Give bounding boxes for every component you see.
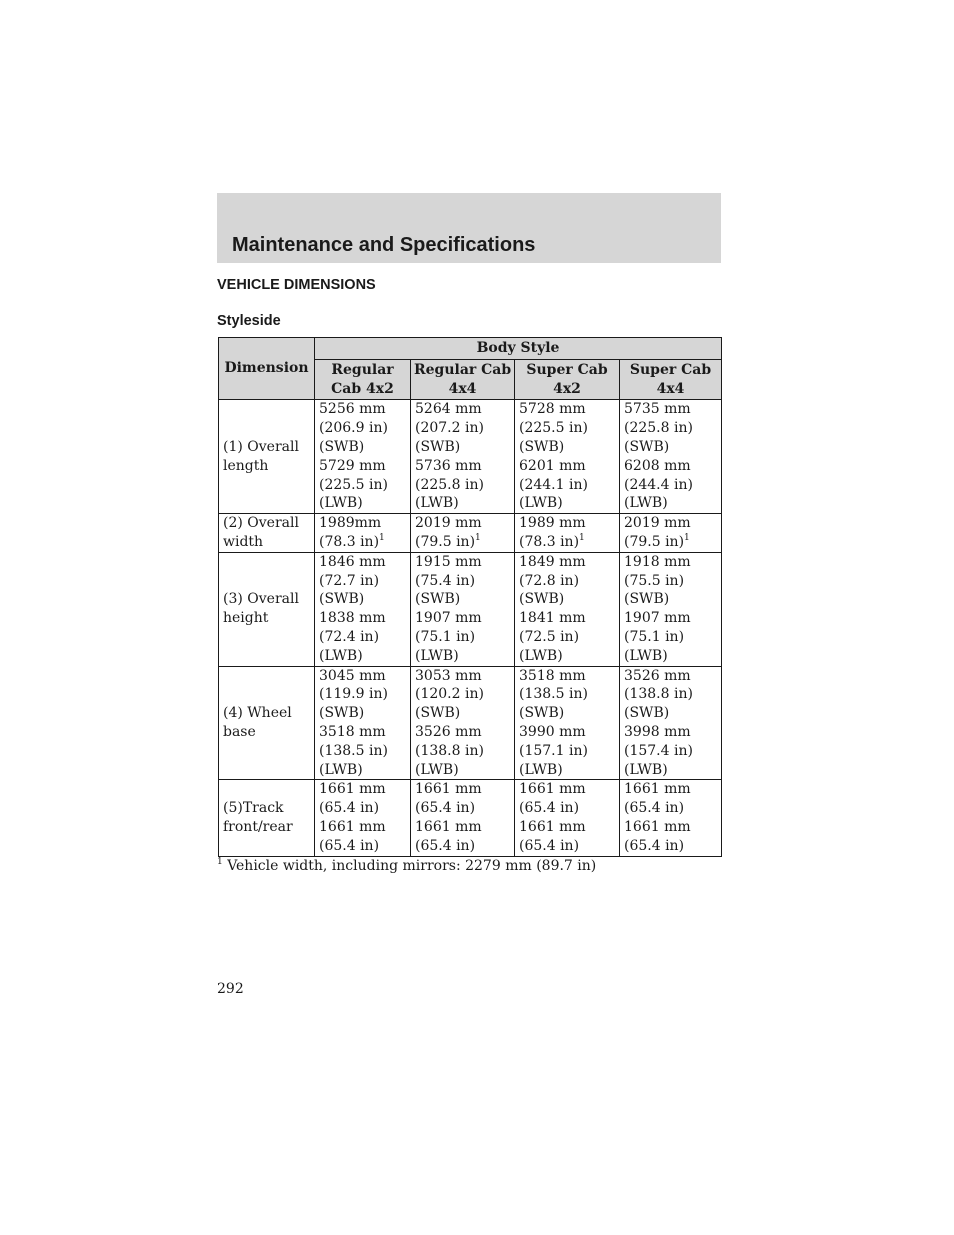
cell-value: (LWB): [415, 761, 459, 778]
cell-value: (244.1 in): [519, 476, 588, 493]
cell-value: (SWB): [415, 705, 461, 722]
cell-line: [319, 400, 406, 419]
cell-line: [415, 553, 510, 572]
cell-value: (SWB): [519, 705, 565, 722]
cell-value: (SWB): [415, 591, 461, 608]
cell-line: [519, 590, 615, 609]
cell-value: (119.9 in): [319, 686, 388, 703]
cell-line: [519, 457, 615, 476]
cell-line: [319, 553, 406, 572]
cell-line: [519, 704, 615, 723]
cell-value: 1661 mm: [319, 818, 386, 835]
cell-value: (75.4 in): [415, 572, 476, 589]
cell-value: (LWB): [319, 761, 363, 778]
cell-value: (LWB): [519, 647, 563, 664]
cell-value: (72.8 in): [519, 572, 580, 589]
cell-line: [624, 572, 717, 591]
table-row: [219, 400, 722, 514]
cell-line: [519, 647, 615, 666]
table-cell: [620, 514, 722, 553]
dimension-label: [219, 666, 315, 780]
cell-value: (65.4 in): [519, 837, 580, 854]
dimension-label-line: (3) Overall: [223, 591, 299, 608]
cell-line: [319, 476, 406, 495]
table-cell: [315, 552, 411, 666]
cell-value: (SWB): [319, 591, 365, 608]
cell-value: (225.8 in): [624, 420, 693, 437]
table-row: [219, 666, 722, 780]
cell-value: 1915 mm: [415, 553, 482, 570]
cell-value: 1841 mm: [519, 610, 586, 627]
cell-line: [319, 742, 406, 761]
column-header-line: 4x4: [448, 380, 477, 397]
cell-line: [519, 780, 615, 799]
footnote-mark: 1: [579, 532, 585, 543]
cell-value: (138.5 in): [519, 686, 588, 703]
cell-value: (157.1 in): [519, 742, 588, 759]
cell-value: 1661 mm: [319, 781, 386, 798]
cell-line: [519, 837, 615, 856]
table-cell: [620, 400, 722, 514]
cell-value: (SWB): [624, 705, 670, 722]
cell-line: [624, 476, 717, 495]
cell-line: [624, 533, 717, 552]
cell-value: (65.4 in): [415, 800, 476, 817]
cell-line: [415, 628, 510, 647]
cell-value: 5264 mm: [415, 401, 482, 418]
cell-line: [624, 780, 717, 799]
cell-line: [624, 590, 717, 609]
column-header-line: Regular: [331, 361, 394, 378]
cell-line: [519, 533, 615, 552]
cell-value: (206.9 in): [319, 420, 388, 437]
cell-value: 5728 mm: [519, 401, 586, 418]
cell-value: (72.5 in): [519, 628, 580, 645]
cell-value: (72.7 in): [319, 572, 380, 589]
cell-value: 3526 mm: [415, 723, 482, 740]
table-cell: [515, 552, 620, 666]
cell-line: [319, 494, 406, 513]
cell-value: 1989 mm: [519, 515, 586, 532]
cell-value: (78.3 in): [519, 533, 580, 550]
cell-value: (SWB): [319, 705, 365, 722]
cell-value: 1989mm: [319, 515, 382, 532]
cell-line: [519, 609, 615, 628]
cell-value: (157.4 in): [624, 742, 693, 759]
cell-line: [519, 400, 615, 419]
cell-line: [319, 723, 406, 742]
cell-value: (225.5 in): [319, 476, 388, 493]
table-cell: [315, 780, 411, 856]
cell-value: 1907 mm: [415, 610, 482, 627]
cell-value: 3053 mm: [415, 667, 482, 684]
cell-value: 5736 mm: [415, 457, 482, 474]
cell-value: 3518 mm: [319, 723, 386, 740]
cell-line: [624, 799, 717, 818]
cell-value: (65.4 in): [624, 837, 685, 854]
column-header: [411, 359, 515, 400]
table-body: [219, 400, 722, 856]
dimension-label-line: (4) Wheel: [223, 705, 292, 722]
footnote: [217, 858, 596, 874]
cell-value: (79.5 in): [624, 533, 685, 550]
page-number: 292: [217, 981, 244, 997]
cell-value: (SWB): [519, 438, 565, 455]
cell-value: (SWB): [415, 438, 461, 455]
cell-line: [319, 780, 406, 799]
cell-value: 3990 mm: [519, 723, 586, 740]
cell-value: (LWB): [519, 761, 563, 778]
cell-value: (72.4 in): [319, 628, 380, 645]
cell-value: (75.1 in): [624, 628, 685, 645]
cell-value: 1661 mm: [624, 818, 691, 835]
cell-value: (120.2 in): [415, 686, 484, 703]
cell-line: [519, 438, 615, 457]
cell-line: [415, 818, 510, 837]
cell-line: [319, 761, 406, 780]
cell-value: (LWB): [415, 647, 459, 664]
cell-value: (LWB): [319, 495, 363, 512]
column-header-line: 4x2: [553, 380, 581, 397]
cell-line: [519, 685, 615, 704]
cell-value: 1838 mm: [319, 610, 386, 627]
table-cell: [411, 400, 515, 514]
cell-line: [319, 457, 406, 476]
cell-line: [624, 457, 717, 476]
cell-line: [319, 514, 406, 533]
table-row: [219, 780, 722, 856]
dimension-label: [219, 780, 315, 856]
cell-line: [624, 514, 717, 533]
cell-line: [415, 590, 510, 609]
cell-line: [415, 419, 510, 438]
section-title: VEHICLE DIMENSIONS: [217, 277, 376, 293]
cell-line: [319, 837, 406, 856]
cell-value: (75.5 in): [624, 572, 685, 589]
footnote-mark: 1: [379, 532, 385, 543]
table-cell: [515, 514, 620, 553]
cell-line: [319, 533, 406, 552]
cell-line: [624, 609, 717, 628]
column-header: [315, 359, 411, 400]
footnote-mark: 1: [217, 857, 223, 867]
cell-line: [319, 667, 406, 686]
column-header-line: Cab 4x2: [331, 380, 394, 397]
dimension-label-line: (1) Overall: [223, 438, 299, 455]
cell-value: (138.5 in): [319, 742, 388, 759]
cell-line: [415, 533, 510, 552]
cell-value: (244.4 in): [624, 476, 693, 493]
table-cell: [515, 666, 620, 780]
column-header-line: Super Cab: [526, 361, 608, 378]
table-row: [219, 514, 722, 553]
cell-value: (225.8 in): [415, 476, 484, 493]
cell-line: [624, 553, 717, 572]
cell-value: 3998 mm: [624, 723, 691, 740]
dimension-label-line: length: [223, 457, 269, 474]
dimension-label-line: (5)Track: [223, 800, 284, 817]
table-row: [219, 552, 722, 666]
cell-value: (79.5 in): [415, 533, 476, 550]
cell-line: [415, 742, 510, 761]
cell-line: [415, 514, 510, 533]
body-style-header: Body Style: [315, 338, 722, 360]
cell-line: [519, 799, 615, 818]
dimension-label-line: height: [223, 610, 269, 627]
cell-value: (SWB): [624, 438, 670, 455]
cell-line: [624, 723, 717, 742]
cell-line: [519, 419, 615, 438]
cell-line: [415, 438, 510, 457]
dimension-label: [219, 552, 315, 666]
cell-value: 3518 mm: [519, 667, 586, 684]
table-cell: [411, 780, 515, 856]
cell-value: (SWB): [624, 591, 670, 608]
cell-line: [319, 438, 406, 457]
cell-line: [519, 476, 615, 495]
cell-line: [319, 609, 406, 628]
dimension-header: Dimension: [219, 338, 315, 400]
header-band: [217, 193, 721, 263]
cell-line: [624, 667, 717, 686]
cell-line: [319, 628, 406, 647]
cell-value: (138.8 in): [624, 686, 693, 703]
sub-title: Styleside: [217, 313, 281, 329]
cell-line: [319, 818, 406, 837]
cell-line: [415, 780, 510, 799]
cell-value: 3526 mm: [624, 667, 691, 684]
page-title: Maintenance and Specifications: [232, 234, 536, 256]
cell-value: (65.4 in): [319, 800, 380, 817]
cell-line: [415, 799, 510, 818]
column-header-line: Super Cab: [629, 361, 712, 378]
cell-line: [519, 553, 615, 572]
cell-line: [415, 667, 510, 686]
cell-line: [624, 837, 717, 856]
cell-line: [519, 494, 615, 513]
cell-line: [624, 818, 717, 837]
cell-value: 5729 mm: [319, 457, 386, 474]
column-header: [515, 359, 620, 400]
cell-value: 1661 mm: [519, 781, 586, 798]
table-cell: [411, 552, 515, 666]
dimension-label-line: front/rear: [223, 818, 293, 835]
cell-line: [319, 799, 406, 818]
cell-value: (138.8 in): [415, 742, 484, 759]
cell-value: (75.1 in): [415, 628, 476, 645]
cell-value: 1661 mm: [519, 818, 586, 835]
cell-value: 1661 mm: [415, 818, 482, 835]
cell-line: [319, 419, 406, 438]
cell-value: 3045 mm: [319, 667, 386, 684]
cell-line: [415, 723, 510, 742]
table-cell: [411, 666, 515, 780]
cell-line: [519, 628, 615, 647]
dimension-label: [219, 514, 315, 553]
cell-value: 6208 mm: [624, 457, 691, 474]
table-cell: [620, 780, 722, 856]
cell-line: [519, 723, 615, 742]
cell-line: [624, 494, 717, 513]
cell-line: [624, 647, 717, 666]
table-cell: [315, 400, 411, 514]
cell-value: (LWB): [319, 647, 363, 664]
cell-line: [319, 647, 406, 666]
table-cell: [315, 514, 411, 553]
cell-value: 1918 mm: [624, 553, 691, 570]
dimension-label-line: (2) Overall: [223, 515, 299, 532]
cell-line: [415, 647, 510, 666]
cell-line: [415, 572, 510, 591]
cell-value: (LWB): [624, 761, 668, 778]
cell-value: (65.4 in): [519, 800, 580, 817]
cell-line: [624, 628, 717, 647]
cell-line: [415, 761, 510, 780]
cell-value: (SWB): [519, 591, 565, 608]
column-header: [620, 359, 722, 400]
cell-line: [415, 609, 510, 628]
cell-line: [415, 685, 510, 704]
cell-value: 1907 mm: [624, 610, 691, 627]
cell-value: 5256 mm: [319, 401, 386, 418]
table-cell: [411, 514, 515, 553]
cell-line: [415, 457, 510, 476]
cell-value: (65.4 in): [624, 800, 685, 817]
cell-value: 1849 mm: [519, 553, 586, 570]
cell-value: (SWB): [319, 438, 365, 455]
cell-line: [624, 400, 717, 419]
cell-value: (LWB): [624, 647, 668, 664]
cell-value: 2019 mm: [415, 515, 482, 532]
cell-value: (65.4 in): [415, 837, 476, 854]
cell-line: [319, 704, 406, 723]
cell-line: [415, 704, 510, 723]
cell-value: 1846 mm: [319, 553, 386, 570]
footnote-mark: 1: [475, 532, 481, 543]
cell-value: 6201 mm: [519, 457, 586, 474]
cell-line: [519, 818, 615, 837]
dimension-label-line: base: [223, 723, 256, 740]
cell-value: 1661 mm: [415, 781, 482, 798]
cell-value: (LWB): [624, 495, 668, 512]
cell-value: (225.5 in): [519, 420, 588, 437]
cell-line: [519, 514, 615, 533]
dimension-label-line: width: [223, 533, 264, 550]
cell-line: [624, 419, 717, 438]
cell-value: 1661 mm: [624, 781, 691, 798]
cell-line: [519, 572, 615, 591]
cell-line: [319, 685, 406, 704]
table-cell: [620, 666, 722, 780]
cell-value: 2019 mm: [624, 515, 691, 532]
cell-line: [319, 590, 406, 609]
cell-line: [415, 837, 510, 856]
footnote-mark: 1: [684, 532, 690, 543]
table-cell: [515, 400, 620, 514]
cell-line: [415, 476, 510, 495]
table-cell: [515, 780, 620, 856]
column-header-line: 4x4: [656, 380, 685, 397]
cell-line: [519, 761, 615, 780]
cell-line: [624, 742, 717, 761]
table-cell: [620, 552, 722, 666]
cell-line: [624, 704, 717, 723]
cell-value: (78.3 in): [319, 533, 380, 550]
cell-value: (LWB): [519, 495, 563, 512]
dimensions-table: [218, 337, 722, 857]
footnote-text: Vehicle width, including mirrors: 2279 mm (89.7 in): [227, 858, 597, 874]
cell-line: [415, 400, 510, 419]
cell-value: (207.2 in): [415, 420, 484, 437]
cell-line: [519, 742, 615, 761]
cell-value: (LWB): [415, 495, 459, 512]
cell-line: [624, 685, 717, 704]
table-cell: [315, 666, 411, 780]
cell-line: [415, 494, 510, 513]
cell-line: [624, 438, 717, 457]
cell-line: [624, 761, 717, 780]
cell-line: [519, 667, 615, 686]
cell-value: 5735 mm: [624, 401, 691, 418]
dimension-label: [219, 400, 315, 514]
cell-line: [319, 572, 406, 591]
column-header-line: Regular Cab: [414, 361, 512, 378]
cell-value: (65.4 in): [319, 837, 380, 854]
